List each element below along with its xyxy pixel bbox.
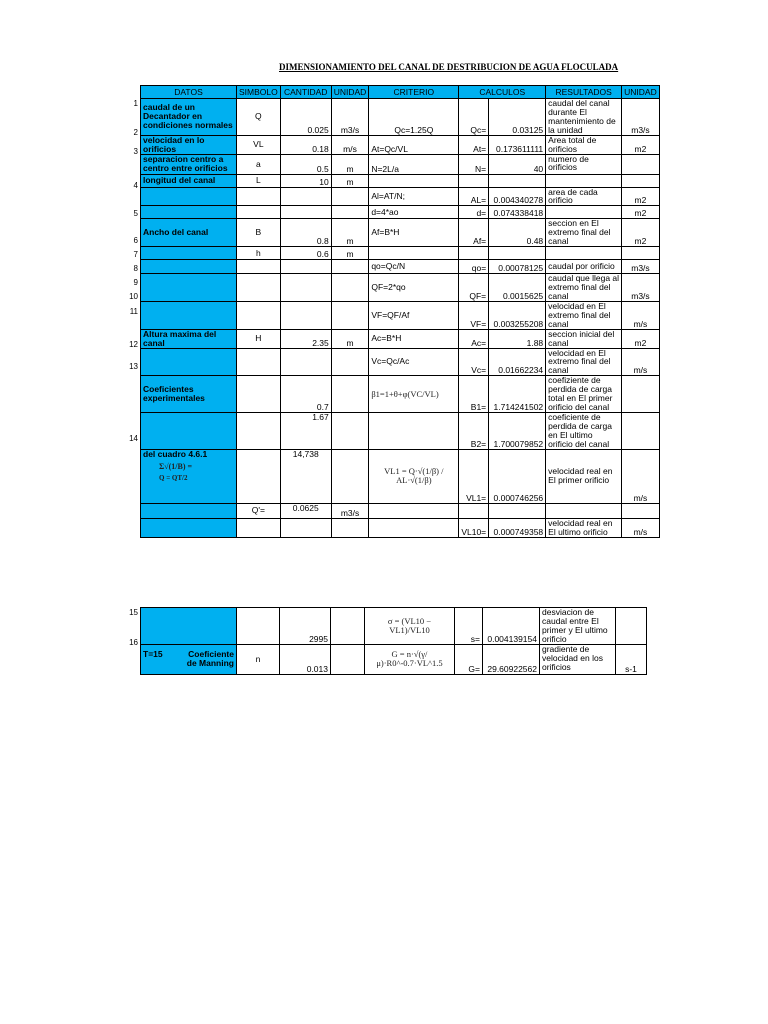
quantity-cell: 2995 (280, 608, 331, 645)
criterion-cell: QF=2*qo (369, 274, 459, 302)
criterion-cell: VF=QF/Af (369, 301, 459, 329)
criterion-cell: d=4*ao (369, 206, 459, 219)
result-unit-cell: m/s (622, 518, 660, 537)
calc-value-cell: 0.000746256 (489, 449, 546, 503)
criterion-cell: qo=Qc/N (369, 260, 459, 274)
result-unit-cell: m2 (622, 329, 660, 348)
table-row (141, 518, 660, 537)
cuadro-label: del cuadro 4.6.1 (143, 449, 208, 459)
criterion-formula: σ = (VL10 − VL1)/VL10 (365, 608, 455, 645)
table-row (141, 329, 660, 348)
result-unit-cell: m3/s (622, 274, 660, 302)
header-row (141, 86, 660, 99)
data-label (141, 449, 237, 503)
quantity-cell: 0.6 (280, 247, 331, 260)
header-unidad-resultados: UNIDAD (622, 86, 660, 99)
unit-cell: m (331, 154, 369, 174)
calc-name-cell: Qc= (459, 99, 489, 136)
symbol-cell: Q'= (237, 503, 281, 518)
row-number: 2 (133, 128, 138, 137)
row-number: 1 (133, 99, 138, 108)
header-unidad: UNIDAD (331, 86, 369, 99)
row-number: 12 (129, 340, 138, 349)
symbol-cell: H (237, 329, 281, 348)
result-note-cell: caudal del canal durante El mantenimiento de la unidad (546, 99, 622, 136)
unit-cell: m (331, 329, 369, 348)
result-unit-cell: m/s (622, 348, 660, 376)
row-number: 4 (133, 181, 138, 190)
criterion-cell: At=Qc/VL (369, 135, 459, 154)
table-row (141, 174, 660, 187)
symbol-cell: a (237, 154, 281, 174)
quantity-cell: 0.7 (280, 376, 331, 413)
calc-name-cell: B2= (459, 412, 489, 449)
quantity-cell: 2.35 (280, 329, 331, 348)
result-note-cell: velocidad en El extremo final del canal (546, 301, 622, 329)
result-note-cell: seccion inicial del canal (546, 329, 622, 348)
table-row (141, 260, 660, 274)
result-unit-cell: m3/s (622, 99, 660, 136)
q-formula: Q = QT/2 (159, 473, 188, 482)
calc-name-cell: d= (459, 206, 489, 219)
result-note-cell: numero de orificios (546, 154, 622, 174)
row-number: 16 (129, 638, 138, 647)
result-note-cell: velocidad real en El primer orificio (546, 449, 622, 503)
result-unit-cell: m2 (622, 187, 660, 206)
table-row (141, 206, 660, 219)
data-label: caudal de un Decantador en condiciones normales (141, 99, 237, 136)
result-unit-cell: m2 (622, 219, 660, 247)
table-row (141, 219, 660, 247)
unit-cell: m3/s (331, 99, 369, 136)
calc-value-cell: 0.000749358 (489, 518, 546, 537)
quantity-cell: 1.67 (280, 412, 331, 449)
symbol-cell: B (237, 219, 281, 247)
result-note-cell: seccion en El extremo final del canal (546, 219, 622, 247)
header-calculos: CALCULOS (459, 86, 546, 99)
result-note-cell: desviacion de caudal entre El primer y El ultimo orificio (540, 608, 616, 645)
table-row (141, 412, 660, 449)
data-label: separacion centro a centro entre orificios (141, 154, 237, 174)
quantity-cell: 0.8 (280, 219, 331, 247)
page-title: DIMENSIONAMIENTO DEL CANAL DE DESTRIBUCION DE AGUA FLOCULADA (279, 62, 619, 72)
result-note-cell: velocidad en El extremo final del canal (546, 348, 622, 376)
calc-value-cell: 0.01662234 (489, 348, 546, 376)
calc-value-cell: 0.0015625 (489, 274, 546, 302)
result-note-cell: area de cada orificio (546, 187, 622, 206)
calc-value-cell: 1.714241502 (489, 376, 546, 413)
table-row (141, 301, 660, 329)
symbol-cell: n (237, 644, 280, 674)
table-row (141, 274, 660, 302)
table-row (141, 644, 647, 674)
symbol-cell: h (237, 247, 281, 260)
unit-cell: m/s (331, 135, 369, 154)
quantity-cell: 0.18 (280, 135, 331, 154)
table-row (141, 135, 660, 154)
calc-name-cell: N= (459, 154, 489, 174)
calc-name-cell: AL= (459, 187, 489, 206)
result-note-cell: caudal que llega al extremo final del canal (546, 274, 622, 302)
calc-name-cell: Ac= (459, 329, 489, 348)
quantity-cell: 0.025 (280, 99, 331, 136)
data-label: velocidad en lo orificios (141, 135, 237, 154)
criterion-cell: N=2L/a (369, 154, 459, 174)
table-row (141, 348, 660, 376)
calc-name-cell: QF= (459, 274, 489, 302)
row-number: 3 (133, 147, 138, 156)
calc-name-cell: Af= (459, 219, 489, 247)
symbol-cell: Q (237, 99, 281, 136)
calc-name-cell: At= (459, 135, 489, 154)
header-simbolo: SIMBOLO (237, 86, 281, 99)
table-row (141, 154, 660, 174)
calc-value-cell: 40 (489, 154, 546, 174)
table-row (141, 449, 660, 503)
result-note-cell: caudal por orificio (546, 260, 622, 274)
row-number: 6 (133, 236, 138, 245)
criterion-cell: Al=AT/N; (369, 187, 459, 206)
criterion-formula: β1=1+θ+φ(VC/VL) (369, 376, 459, 413)
row-number: 8 (133, 264, 138, 273)
calc-value-cell: 0.004340278 (489, 187, 546, 206)
quantity-cell: 0.5 (280, 154, 331, 174)
calc-name-cell: G= (455, 644, 483, 674)
row-number: 15 (129, 608, 138, 617)
data-label (141, 644, 237, 674)
criterion-cell: Qc=1.25Q (369, 99, 459, 136)
temperature-label: T=15 (143, 649, 163, 660)
calc-name-cell: qo= (459, 260, 489, 274)
result-unit-cell: m3/s (622, 260, 660, 274)
calc-value-cell: 0.173611111 (489, 135, 546, 154)
result-unit-cell: m/s (622, 301, 660, 329)
calc-name-cell: B1= (459, 376, 489, 413)
header-criterio: CRITERIO (369, 86, 459, 99)
calc-value-cell: 0.004139154 (483, 608, 540, 645)
header-cantidad: CANTIDAD (280, 86, 331, 99)
result-note-cell: gradiente de velocidad en los orificios (540, 644, 616, 674)
table-row (141, 99, 660, 136)
table-row (141, 187, 660, 206)
lower-table (140, 607, 647, 675)
calc-value-cell: 0.00078125 (489, 260, 546, 274)
calc-value-cell: 1.700079852 (489, 412, 546, 449)
result-unit-cell: m2 (622, 135, 660, 154)
row-number: 9 (133, 278, 138, 287)
calc-value-cell: 0.48 (489, 219, 546, 247)
calc-name-cell: VF= (459, 301, 489, 329)
quantity-cell: 0.0625 (280, 503, 331, 518)
manning-label: Coeficiente de Manning (186, 649, 234, 669)
sum-formula: Σ√(1/B) = (159, 461, 193, 471)
row-number: 5 (133, 209, 138, 218)
result-unit-cell: m2 (622, 206, 660, 219)
table-row (141, 608, 647, 645)
result-note-cell: coefiziente de perdida de carga total en El primer orificio del canal (546, 376, 622, 413)
table-row (141, 376, 660, 413)
calc-name-cell: VL1= (459, 449, 489, 503)
criterion-cell: Vc=Qc/Ac (369, 348, 459, 376)
unit-cell: m3/s (331, 503, 369, 518)
result-unit-cell: m/s (622, 449, 660, 503)
row-number: 7 (133, 250, 138, 259)
result-note-cell: Area total de orificios (546, 135, 622, 154)
criterion-cell: Ac=B*H (369, 329, 459, 348)
calc-value-cell: 0.003255208 (489, 301, 546, 329)
main-table (140, 85, 660, 538)
data-label: Altura maxima del canal (141, 329, 237, 348)
symbol-cell: VL (237, 135, 281, 154)
calc-value-cell: 0.03125 (489, 99, 546, 136)
calc-value-cell: 1.88 (489, 329, 546, 348)
symbol-cell: L (237, 174, 281, 187)
unit-cell: m (331, 219, 369, 247)
quantity-cell: 10 (280, 174, 331, 187)
data-label: Coeficientes experimentales (141, 376, 237, 413)
data-label: longitud del canal (141, 174, 237, 187)
calc-value-cell: 29.60922562 (483, 644, 540, 674)
unit-cell: m (331, 174, 369, 187)
calc-value-cell: 0.074338418 (489, 206, 546, 219)
data-label: Ancho del canal (141, 219, 237, 247)
calc-name-cell: Vc= (459, 348, 489, 376)
calc-name-cell: VL10= (459, 518, 489, 537)
row-number: 10 (129, 292, 138, 301)
header-datos: DATOS (141, 86, 237, 99)
result-unit-cell: s-1 (616, 644, 647, 674)
result-unit-cell (622, 154, 660, 174)
header-resultados: RESULTADOS (546, 86, 622, 99)
calc-name-cell: s= (455, 608, 483, 645)
quantity-cell: 14,738 (280, 449, 331, 503)
criterion-formula: VL1 = Q·√(1/β) / AL·√(1/β) (369, 449, 459, 503)
row-number: 13 (129, 362, 138, 371)
row-number: 14 (129, 434, 138, 443)
result-note-cell: velocidad real en El ultimo orificio (546, 518, 622, 537)
criterion-formula: G = n·√(γ/μ)·R0^-0.7·VL^1.5 (365, 644, 455, 674)
table-row (141, 247, 660, 260)
table-row (141, 503, 660, 518)
criterion-cell: Af=B*H (369, 219, 459, 247)
result-note-cell: coeficiente de perdida de carga en El ultimo orificio del canal (546, 412, 622, 449)
unit-cell: m (331, 247, 369, 260)
row-number: 11 (129, 307, 138, 316)
quantity-cell: 0.013 (280, 644, 331, 674)
